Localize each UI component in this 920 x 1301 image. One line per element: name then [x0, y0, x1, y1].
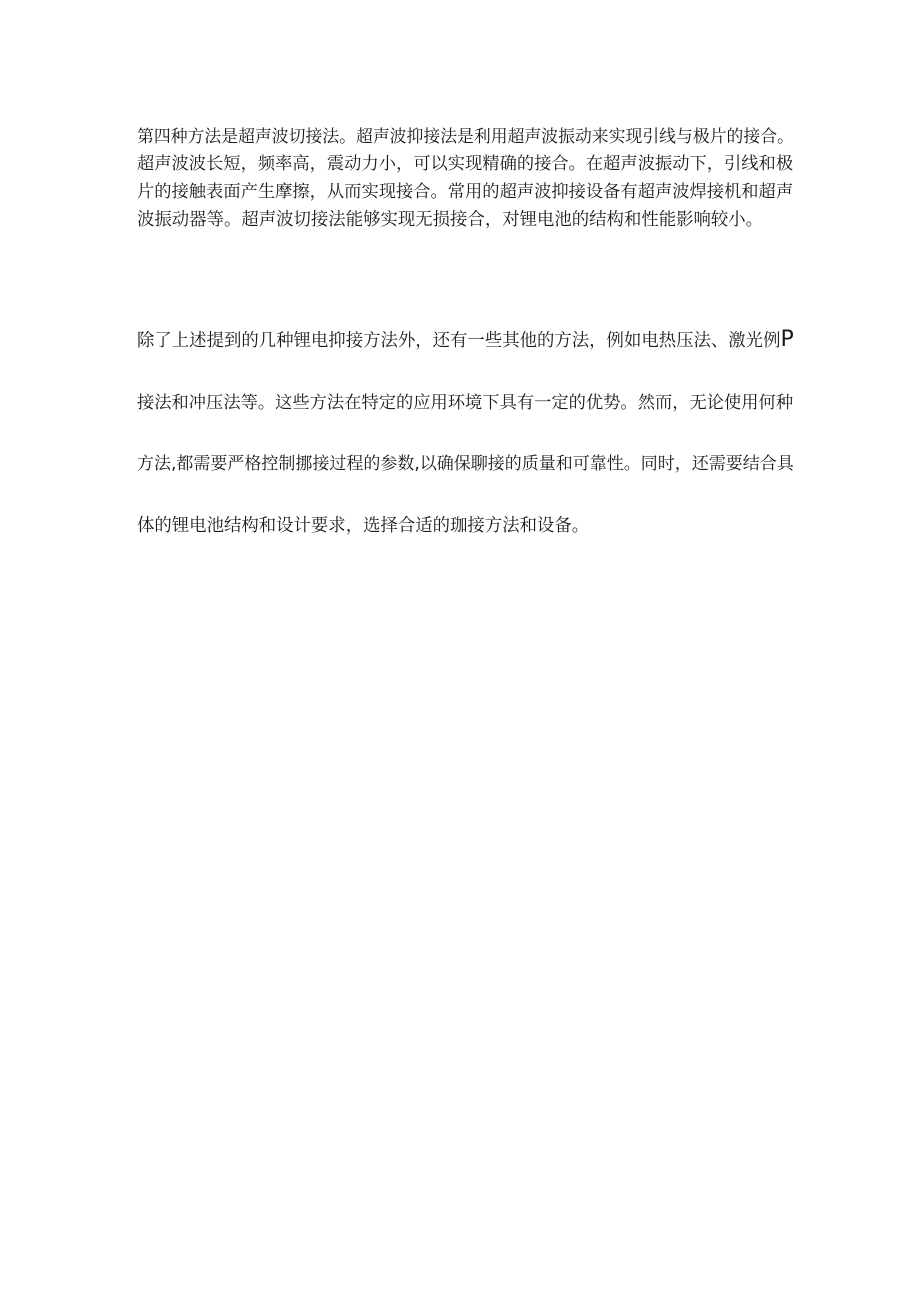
trailing-character: P	[780, 327, 794, 352]
paragraph-line: 片的接触表面产生摩擦，从而实现接合。常用的超声波抑接设备有超声波焊接机和超声	[137, 182, 794, 202]
paragraph-line: 方法,都需要严格控制挪接过程的参数,以确保聊接的质量和可靠性。同时，还需要结合具	[137, 454, 794, 474]
paragraph-line: 第四种方法是超声波切接法。超声波抑接法是利用超声波振动来实现引线与极片的接合。	[137, 126, 794, 146]
paragraph-line: 体的锂电池结构和设计要求，选择合适的珈接方法和设备。	[137, 515, 590, 536]
paragraph-other-methods	[137, 309, 797, 557]
paragraph-line-text: 除了上述提到的几种锂电抑接方法外，还有一些其他的方法，例如电热压法、激光例	[137, 331, 781, 351]
paragraph-line: 超声波波长短，频率高，震动力小，可以实现精确的接合。在超声波振动下，引线和极	[137, 154, 794, 174]
paragraph-ultrasonic-method	[137, 122, 797, 234]
paragraph-line: 波振动器等。超声波切接法能够实现无损接合，对锂电池的结构和性能影响较小。	[137, 210, 764, 230]
paragraph-line	[137, 309, 797, 373]
paragraph-line: 接法和冲压法等。这些方法在特定的应用环境下具有一定的优势。然而，无论使用何种	[137, 392, 794, 413]
